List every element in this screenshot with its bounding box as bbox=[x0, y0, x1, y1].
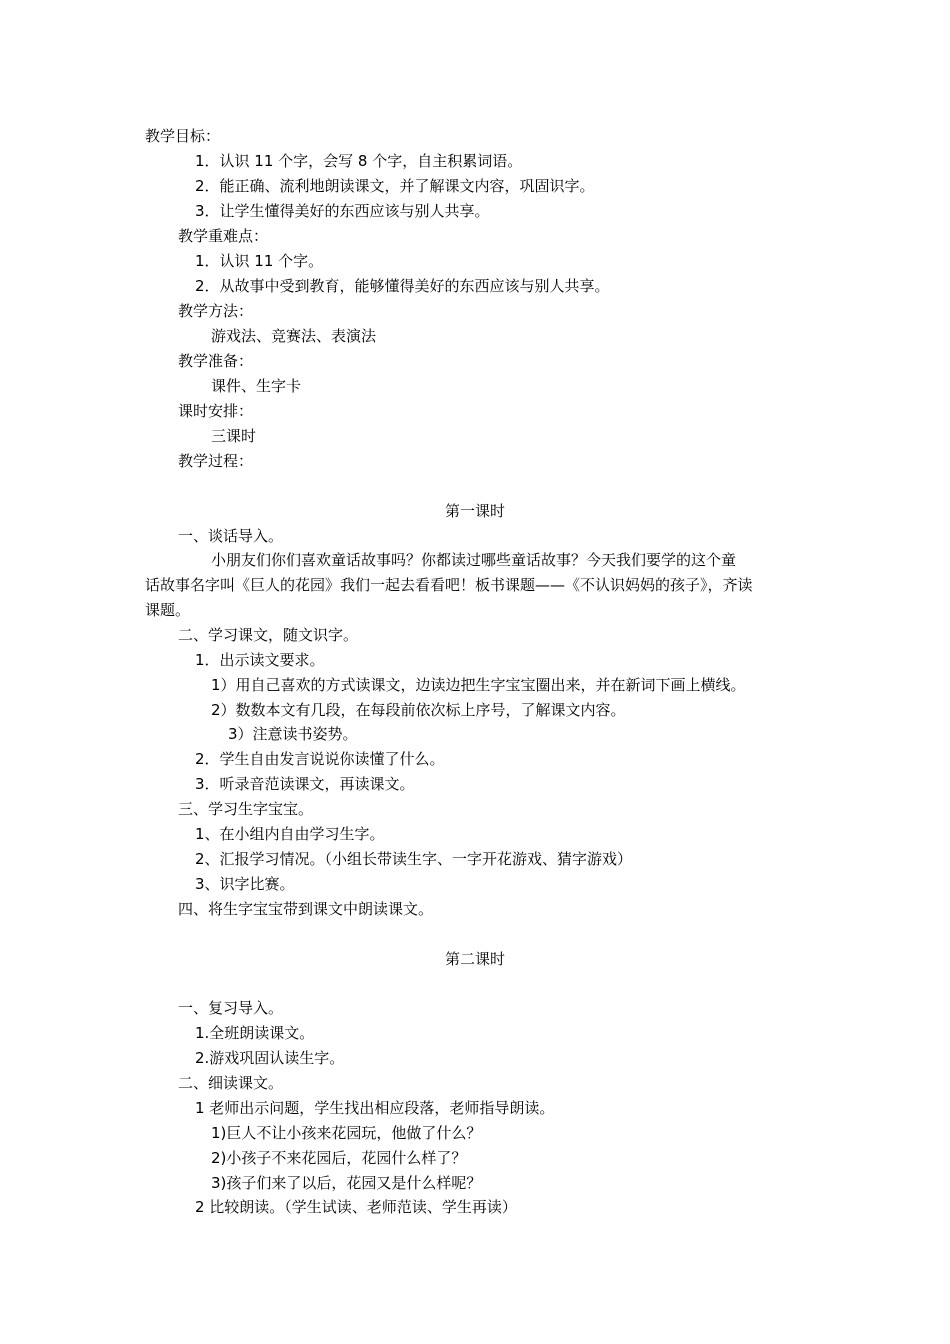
list-item: 1 老师出示问题，学生找出相应段落，老师指导朗读。 bbox=[195, 1099, 555, 1117]
sub-list-item: 2）数数本文有几段，在每段前依次标上序号，了解课文内容。 bbox=[211, 701, 626, 719]
heading-preparation: 教学准备： bbox=[178, 352, 254, 370]
sub-list-item: 1）用自己喜欢的方式读课文，边读边把生字宝宝圈出来，并在新词下画上横线。 bbox=[211, 676, 746, 694]
heading-key-points: 教学重难点： bbox=[178, 227, 269, 245]
sub-list-item: 2)小孩子不来花园后，花园什么样了？ bbox=[211, 1149, 467, 1167]
key-point-item: 2．从故事中受到教育，能够懂得美好的东西应该与别人共享。 bbox=[195, 277, 610, 295]
schedule-text: 三课时 bbox=[211, 427, 257, 445]
list-item: 2.游戏巩固认读生字。 bbox=[195, 1049, 345, 1067]
section-heading: 三、学习生字宝宝。 bbox=[178, 800, 314, 818]
sub-list-item: 1)巨人不让小孩来花园玩，他做了什么？ bbox=[211, 1124, 482, 1142]
paragraph-line: 课题。 bbox=[145, 601, 191, 619]
goal-item: 1．认识 11 个字，会写 8 个字，自主积累词语。 bbox=[195, 152, 523, 170]
section-heading: 二、学习课文，随文识字。 bbox=[178, 626, 359, 644]
heading-teaching-goals: 教学目标： bbox=[145, 127, 221, 145]
sub-list-item: 3）注意读书姿势。 bbox=[228, 725, 358, 743]
heading-methods: 教学方法： bbox=[178, 302, 254, 320]
list-item: 1．出示读文要求。 bbox=[195, 651, 325, 669]
goal-item: 2．能正确、流利地朗读课文，并了解课文内容，巩固识字。 bbox=[195, 177, 595, 195]
section-heading: 一、谈话导入。 bbox=[178, 527, 284, 545]
goal-item: 3．让学生懂得美好的东西应该与别人共享。 bbox=[195, 202, 490, 220]
list-item: 3．听录音范读课文，再读课文。 bbox=[195, 775, 415, 793]
list-item: 2、汇报学习情况。（小组长带读生字、一字开花游戏、猜字游戏） bbox=[195, 850, 633, 868]
list-item: 2 比较朗读。（学生试读、老师范读、学生再读） bbox=[195, 1198, 517, 1216]
paragraph-line: 小朋友们你们喜欢童话故事吗？你都读过哪些童话故事？今天我们要学的这个童 bbox=[211, 551, 737, 569]
heading-process: 教学过程： bbox=[178, 452, 254, 470]
methods-text: 游戏法、竞赛法、表演法 bbox=[211, 327, 377, 345]
section-heading: 一、复习导入。 bbox=[178, 999, 284, 1017]
list-item: 2．学生自由发言说说你读懂了什么。 bbox=[195, 750, 445, 768]
lesson-one-title: 第一课时 bbox=[444, 502, 505, 520]
list-item: 1、在小组内自由学习生字。 bbox=[195, 825, 385, 843]
list-item: 3、识字比赛。 bbox=[195, 875, 295, 893]
lesson-two-title: 第二课时 bbox=[444, 950, 505, 968]
paragraph-line: 话故事名字叫《巨人的花园》我们一起去看看吧！板书课题——《不认识妈妈的孩子》，齐读 bbox=[145, 576, 753, 594]
sub-list-item: 3)孩子们来了以后，花园又是什么样呢？ bbox=[211, 1174, 482, 1192]
section-heading: 四、将生字宝宝带到课文中朗读课文。 bbox=[178, 900, 434, 918]
section-heading: 二、细读课文。 bbox=[178, 1074, 284, 1092]
list-item: 1.全班朗读课文。 bbox=[195, 1024, 315, 1042]
preparation-text: 课件、生字卡 bbox=[211, 377, 302, 395]
key-point-item: 1．认识 11 个字。 bbox=[195, 252, 324, 270]
heading-schedule: 课时安排： bbox=[178, 402, 254, 420]
